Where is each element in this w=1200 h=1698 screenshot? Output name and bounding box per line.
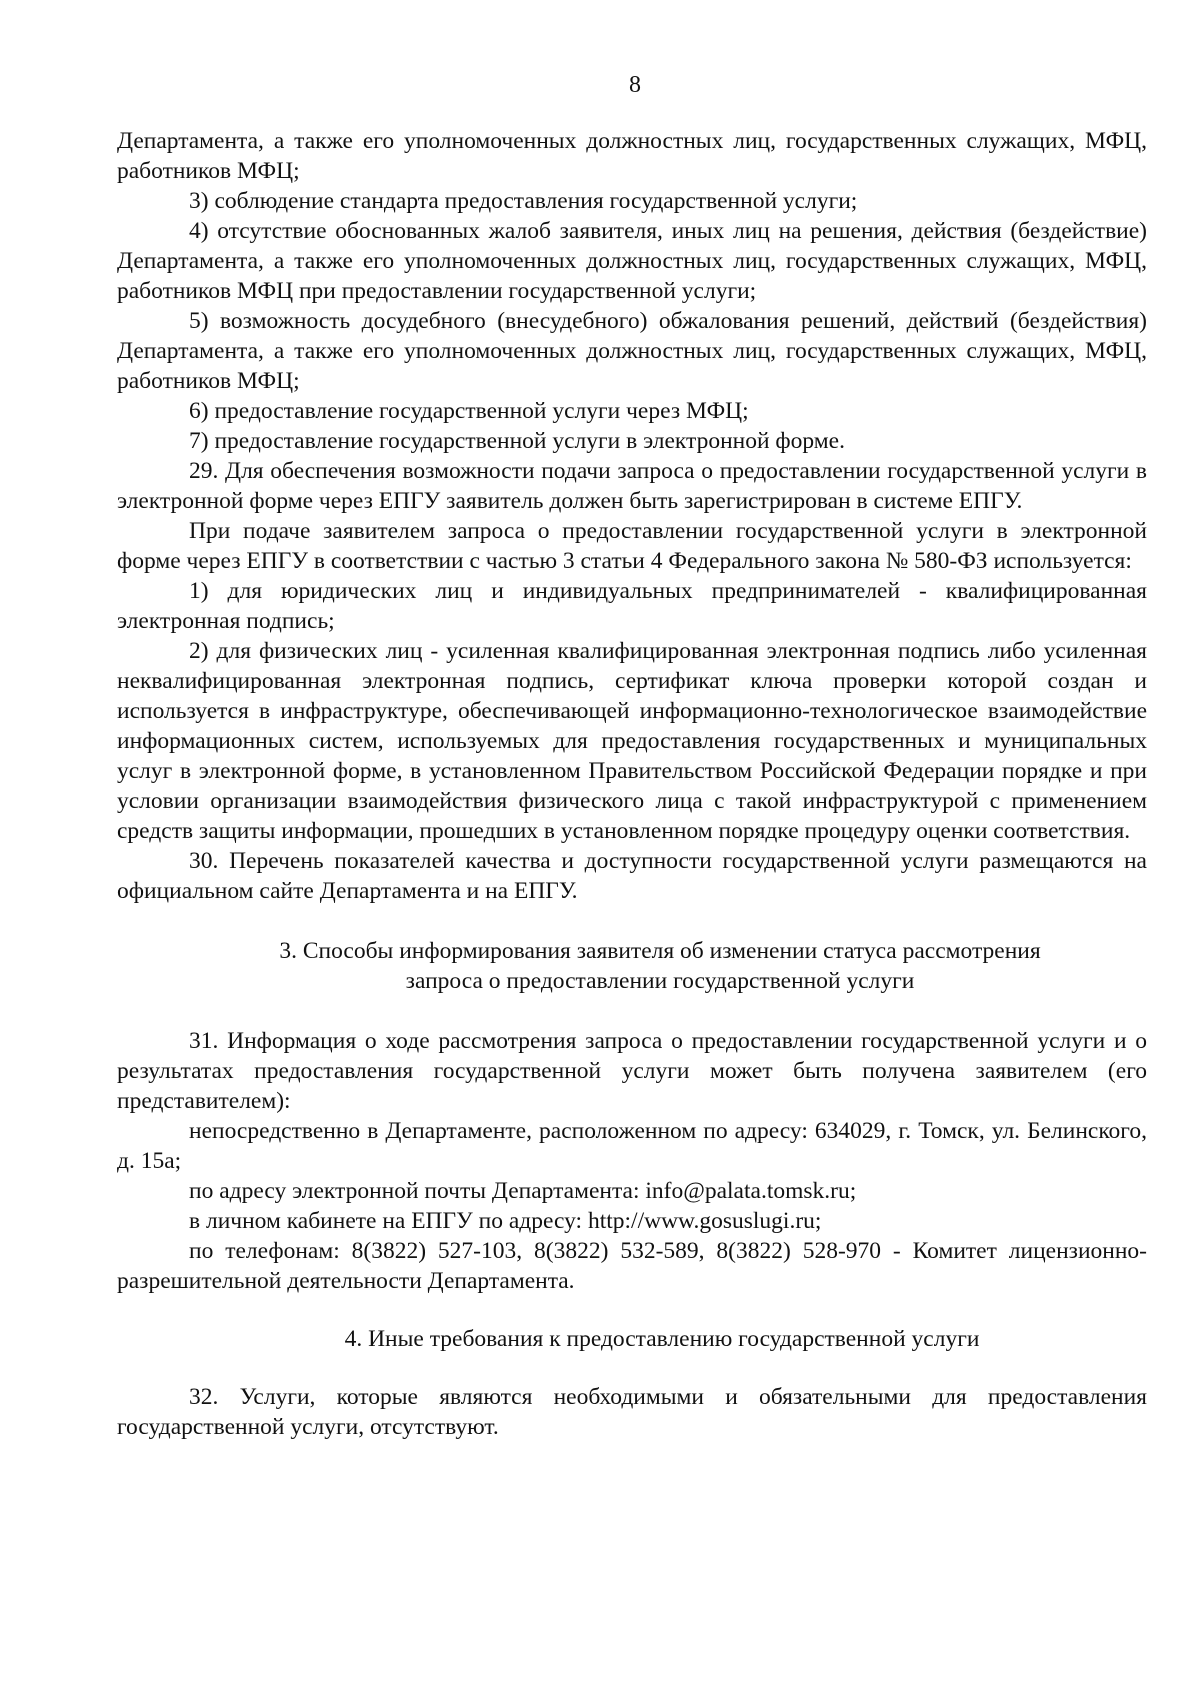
- list-item-6: 6) предоставление государственной услуги через МФЦ;: [189, 398, 749, 424]
- section-3-heading: [117, 936, 1147, 996]
- clause-31: 31. Информация о ходе рассмотрения запроса о предоставлении государственной услуги и о результатах предоставления государственной услуги может быть получена заявителем (его представителем):: [117, 1028, 1147, 1114]
- document-page: [117, 70, 1147, 1442]
- section-4-heading: 4. Иные требования к предоставлению государственной услуги: [344, 1326, 980, 1352]
- clause-30: 30. Перечень показателей качества и доступности государственной услуги размещаются на официальном сайте Департамента и на ЕПГУ.: [117, 848, 1147, 904]
- list-item-5: 5) возможность досудебного (внесудебного) обжалования решений, действий (бездействия) Департамента, а также его уполномоченных должностных лиц, государственных служащих, МФЦ, работников МФЦ;: [117, 308, 1147, 394]
- list-item-3: 3) соблюдение стандарта предоставления государственной услуги;: [189, 188, 858, 214]
- section-3-heading-line-1: 3. Способы информирования заявителя об изменении статуса рассмотрения: [279, 938, 1041, 964]
- section-3-heading-line-2: запроса о предоставлении государственной услуги: [405, 968, 915, 994]
- info-phones: по телефонам: 8(3822) 527-103, 8(3822) 532-589, 8(3822) 528-970 - Комитет лицензионно-разрешительной деятельности Департамента.: [117, 1238, 1147, 1294]
- paragraph-continuation: Департамента, а также его уполномоченных должностных лиц, государственных служащих, МФЦ, работников МФЦ;: [117, 128, 1147, 184]
- clause-29: 29. Для обеспечения возможности подачи запроса о предоставлении государственной услуги в электронной форме через ЕПГУ заявитель должен быть зарегистрирован в системе ЕПГУ.: [117, 458, 1147, 514]
- info-epgu-cabinet: в личном кабинете на ЕПГУ по адресу: http://www.gosuslugi.ru;: [189, 1208, 822, 1234]
- clause-32: 32. Услуги, которые являются необходимыми и обязательными для предоставления государственной услуги, отсутствуют.: [117, 1384, 1147, 1440]
- list-item-7: 7) предоставление государственной услуги в электронной форме.: [189, 428, 845, 454]
- list-item-4: 4) отсутствие обоснованных жалоб заявителя, иных лиц на решения, действия (бездействие) Департамента, а также его уполномоченных должностных лиц, государственных служащих, МФЦ, работников МФЦ при предоставлении государственной услуги;: [117, 218, 1147, 304]
- page-number: 8: [629, 72, 641, 98]
- info-in-person: непосредственно в Департаменте, расположенном по адресу: 634029, г. Томск, ул. Белинского, д. 15а;: [117, 1118, 1147, 1174]
- info-email: по адресу электронной почты Департамента: info@palata.tomsk.ru;: [189, 1178, 857, 1204]
- signature-item-2: 2) для физических лиц - усиленная квалифицированная электронная подпись либо усиленная неквалифицированная электронная подпись, сертификат ключа проверки которой создан и используется в инфраструктуре, обеспечивающей информационно-технологическое взаимодействие информационных систем, используемых для предоставления государственных и муниципальных услуг в электронной форме, в установленном Правительством Российской Федерации порядке и при условии организации взаимодействия физического лица с такой инфраструктурой с применением средств защиты информации, прошедших в установленном порядке процедуру оценки соответствия.: [117, 638, 1147, 844]
- signature-item-1: 1) для юридических лиц и индивидуальных предпринимателей - квалифицированная электронная подпись;: [117, 578, 1147, 634]
- paragraph-signature-intro: При подаче заявителем запроса о предоставлении государственной услуги в электронной форме через ЕПГУ в соответствии с частью 3 статьи 4 Федерального закона № 580-ФЗ используется:: [117, 518, 1147, 574]
